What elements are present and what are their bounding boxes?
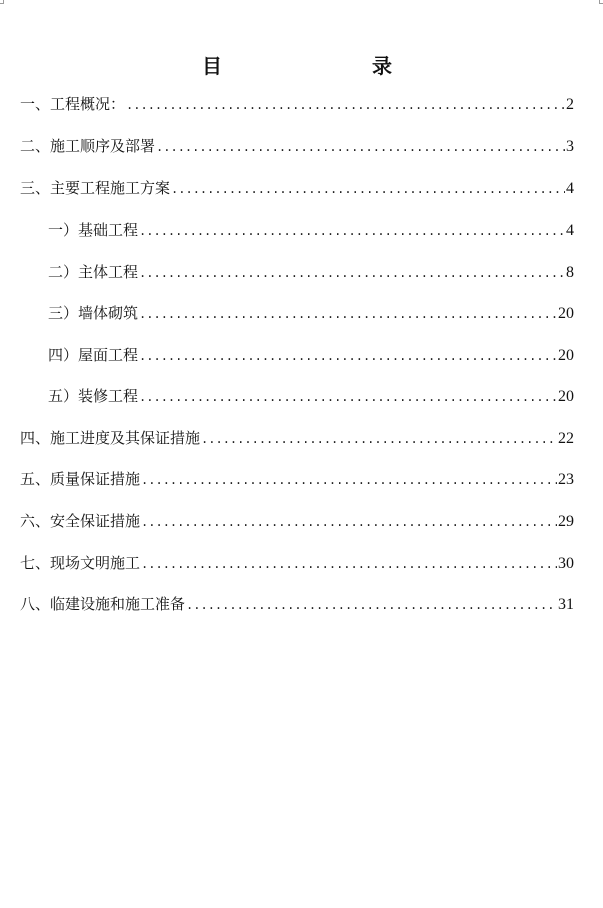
toc-entry-label: 四、施工进度及其保证措施: [20, 429, 201, 447]
toc-entry-page: 31: [558, 596, 574, 613]
toc-dot-leader: [139, 220, 565, 242]
toc-entry-label: 二、施工顺序及部署: [20, 137, 156, 155]
toc-entry[interactable]: [20, 93, 574, 115]
toc-dot-leader: [141, 553, 557, 575]
toc-dot-leader: [139, 303, 557, 325]
toc-dot-leader: [141, 469, 557, 491]
toc-dot-leader: [139, 386, 557, 408]
toc-entry-label: 三、主要工程施工方案: [20, 179, 171, 197]
toc-entry-page: 3: [566, 138, 574, 155]
toc-subentry[interactable]: [48, 219, 574, 241]
toc-entry-label: 四）屋面工程: [48, 346, 139, 364]
toc-entry[interactable]: [20, 427, 574, 449]
toc-entry-page: 8: [566, 264, 574, 281]
toc-dot-leader: [186, 594, 557, 616]
toc-entry-page: 4: [566, 222, 574, 239]
toc-entry-page: 20: [558, 347, 574, 364]
toc-entry-page: 29: [558, 513, 574, 530]
toc-entry-page: 23: [558, 471, 574, 488]
toc-title-char-1: 目: [202, 54, 222, 78]
toc-entry-label: 二）主体工程: [48, 263, 139, 281]
toc-entry-page: 4: [566, 180, 574, 197]
toc-entry[interactable]: [20, 468, 574, 490]
toc-entry-page: 20: [558, 388, 574, 405]
toc-entry-label: 八、临建设施和施工准备: [20, 595, 186, 613]
toc-entry-page: 20: [558, 305, 574, 322]
toc-entry-page: 30: [558, 555, 574, 572]
toc-subentry[interactable]: [48, 302, 574, 324]
toc-entry[interactable]: [20, 510, 574, 532]
margin-corner-mark: [599, 0, 600, 4]
toc-entry-label: 七、现场文明施工: [20, 554, 141, 572]
toc-dot-leader: [139, 262, 565, 284]
toc-entry[interactable]: [20, 593, 574, 615]
toc-entry-page: 22: [558, 430, 574, 447]
toc-entry[interactable]: [20, 177, 574, 199]
toc-dot-leader: [201, 428, 557, 450]
toc-entry-label: 六、安全保证措施: [20, 512, 141, 530]
toc-dot-leader: [139, 345, 557, 367]
toc-dot-leader: [141, 511, 557, 533]
toc-dot-leader: [126, 94, 565, 116]
toc-entry-label: 一）基础工程: [48, 221, 139, 239]
toc-dot-leader: [156, 136, 565, 158]
toc-entry-page: 2: [566, 96, 574, 113]
toc-entry-label: 五）装修工程: [48, 387, 139, 405]
toc-dot-leader: [171, 178, 565, 200]
toc-entry-label: 一、工程概况：: [20, 95, 126, 113]
toc-entry[interactable]: [20, 552, 574, 574]
toc-subentry[interactable]: [48, 261, 574, 283]
toc-entry-label: 三）墙体砌筑: [48, 304, 139, 322]
margin-corner-mark: [3, 0, 4, 4]
toc-subentry[interactable]: [48, 385, 574, 407]
toc-entry[interactable]: [20, 135, 574, 157]
toc-subentry[interactable]: [48, 344, 574, 366]
toc-entry-label: 五、质量保证措施: [20, 470, 141, 488]
toc-title: [0, 50, 603, 78]
toc-title-char-2: 录: [372, 54, 392, 78]
